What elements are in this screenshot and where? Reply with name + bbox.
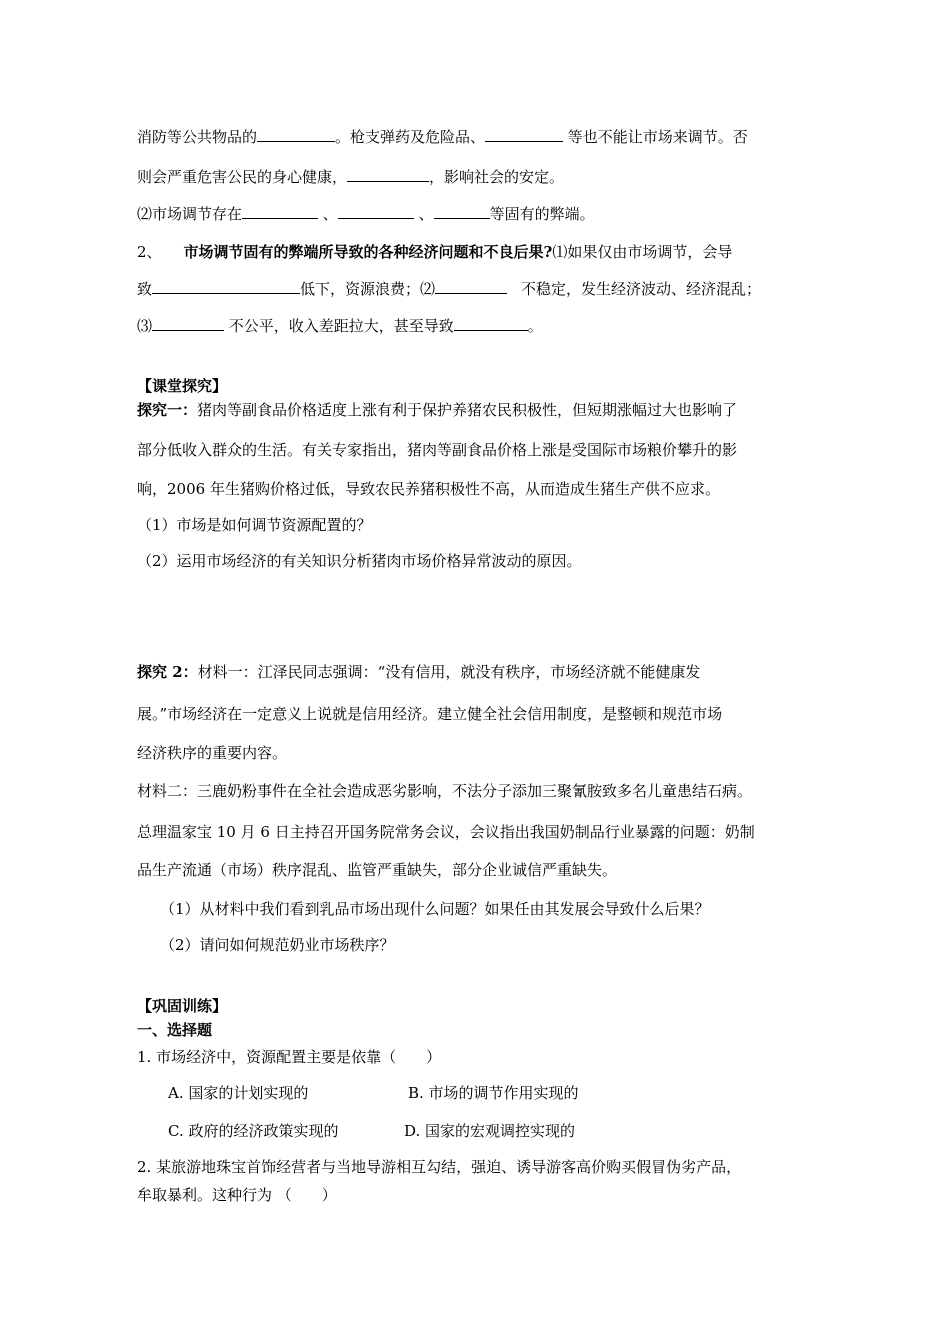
text-line xyxy=(137,167,564,187)
text-line xyxy=(137,400,737,420)
question-line: （1）市场是如何调节资源配置的？ xyxy=(137,516,372,534)
text-line: 经济秩序的重要内容。 xyxy=(137,744,288,762)
question-line xyxy=(137,242,732,262)
text: 猪肉等副食品价格适度上涨有利于保护养猪农民积极性，但短期涨幅过大也影响了 xyxy=(197,401,738,419)
fill-blank[interactable] xyxy=(242,204,318,219)
fill-blank[interactable] xyxy=(338,204,414,219)
section-heading: 【巩固训练】 xyxy=(137,997,228,1015)
question-stem: 1. 市场经济中，资源配置主要是依靠（ ） xyxy=(137,1048,442,1066)
text-line: 材料二：三鹿奶粉事件在全社会造成恶劣影响，不法分子添加三聚氰胺致多名儿童患结石病。 xyxy=(137,782,753,800)
exploration-label: 探究 2： xyxy=(137,663,198,681)
text-line xyxy=(137,279,761,299)
text-line: 展。”市场经济在一定意义上说就是信用经济。建立健全社会信用制度，是整顿和规范市场 xyxy=(137,705,723,723)
subsection-heading: 一、选择题 xyxy=(137,1021,213,1039)
text: ，影响社会的安定。 xyxy=(429,168,565,186)
text-line: 部分低收入群众的生活。有关专家指出，猪肉等副食品价格上涨是受国际市场粮价攀升的影 xyxy=(137,441,738,459)
text: 不公平，收入差距拉大，甚至导致 xyxy=(224,317,454,335)
text: 不稳定，发生经济波动、经济混乱； xyxy=(521,280,762,298)
fill-blank[interactable] xyxy=(434,204,490,219)
text-line xyxy=(137,127,748,147)
question-number: 2、 xyxy=(137,243,162,261)
text-line: 响，2006 年生猪购价格过低，导致农民养猪积极性不高，从而造成生猪生产供不应求。 xyxy=(137,480,720,498)
text-line: 总理温家宝 10 月 6 日主持召开国务院常务会议，会议指出我国奶制品行业暴露的问题：奶制 xyxy=(137,823,755,841)
fill-blank[interactable] xyxy=(152,316,224,331)
question-title: 市场调节固有的弊端所导致的各种经济问题和不良后果? xyxy=(183,243,553,261)
text: ⑶ xyxy=(137,317,153,335)
fill-blank[interactable] xyxy=(454,316,528,331)
text: 、 xyxy=(318,205,338,223)
fill-blank[interactable] xyxy=(257,127,335,142)
option-a[interactable]: A. 国家的计划实现的 xyxy=(168,1084,309,1102)
text: 、 xyxy=(413,205,434,223)
question-line: （2）请问如何规范奶业市场秩序？ xyxy=(160,936,395,954)
question-line: （2）运用市场经济的有关知识分析猪肉市场价格异常波动的原因。 xyxy=(137,552,582,570)
text-line: 品生产流通（市场）秩序混乱、监管严重缺失，部分企业诚信严重缺失。 xyxy=(137,861,618,879)
text: 致 xyxy=(137,280,153,298)
fill-blank[interactable] xyxy=(347,167,429,182)
text: 等也不能让市场来调节。否 xyxy=(563,128,748,146)
section-heading: 【课堂探究】 xyxy=(137,377,228,395)
option-b[interactable]: B. 市场的调节作用实现的 xyxy=(408,1084,579,1102)
fill-blank[interactable] xyxy=(152,279,300,294)
text: ⑵市场调节存在 xyxy=(137,205,243,223)
fill-blank[interactable] xyxy=(485,127,563,142)
text: 则会严重危害公民的身心健康， xyxy=(137,168,348,186)
text-line xyxy=(137,316,543,336)
text: 。枪支弹药及危险品、 xyxy=(335,128,486,146)
text: 。 xyxy=(527,317,543,335)
exploration-label: 探究一： xyxy=(137,401,198,419)
text: 消防等公共物品的 xyxy=(137,128,258,146)
text: 材料一：江泽民同志强调：“没有信用，就没有秩序，市场经济就不能健康发 xyxy=(197,663,701,681)
question-stem: 牟取暴利。这种行为 （ ） xyxy=(137,1186,337,1204)
text-line xyxy=(137,204,595,224)
option-d[interactable]: D. 国家的宏观调控实现的 xyxy=(404,1122,576,1140)
text: 等固有的弊端。 xyxy=(489,205,595,223)
question-stem: 2. 某旅游地珠宝首饰经营者与当地导游相互勾结，强迫、诱导游客高价购买假冒伪劣产品， xyxy=(137,1158,742,1176)
option-c[interactable]: C. 政府的经济政策实现的 xyxy=(168,1122,339,1140)
text: ⑴如果仅由市场调节，会导 xyxy=(552,243,733,261)
fill-blank[interactable] xyxy=(435,279,507,294)
question-line: （1）从材料中我们看到乳品市场出现什么问题？如果任由其发展会导致什么后果？ xyxy=(160,900,710,918)
text-line xyxy=(137,662,700,682)
text: 低下，资源浪费；⑵ xyxy=(300,280,436,298)
